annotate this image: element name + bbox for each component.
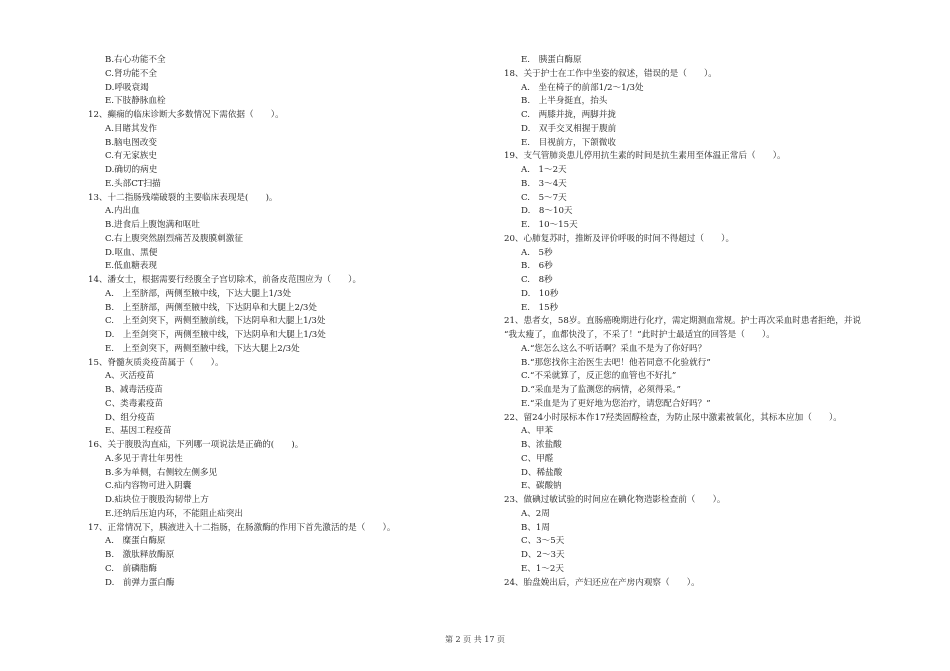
answer-option: A.目睹其发作 [105,123,157,134]
answer-option: A. 1～2天 [521,165,567,175]
page-footer: 第 2 页 共 17 页 [445,635,505,644]
answer-option: D.疝块位于腹股沟韧带上方 [105,495,209,505]
answer-option: B.“那您找你主治医生去吧！他若同意不化验就行” [521,357,711,368]
answer-option: A. 坐在椅子的前部1/2～1/3处 [521,82,644,93]
answer-option: D. 前弹力蛋白酶 [105,577,175,588]
answer-option: A、灭活疫苗 [105,371,155,382]
answer-option: A. 5秒 [521,247,553,258]
answer-option: E. 10～15天 [521,220,578,230]
answer-option: E. 胰蛋白酶原 [521,55,582,65]
question-stem: 19、支气管肺炎患儿停用抗生素的时间是抗生素用至体温正常后（ ）。 [504,151,786,162]
answer-option: D. 双手交叉相握于腹前 [521,123,617,134]
answer-option: D、组分疫苗 [105,412,155,423]
answer-option: C.右上腹突然剧烈痛苦及腹膜刺激征 [105,233,243,244]
answer-option: C、3～5天 [521,536,565,547]
answer-option: B.脑电图改变 [105,137,158,148]
answer-option: E.头部CT扫描 [105,178,161,189]
answer-option: A.内出血 [105,206,140,217]
question-stem-continued: “我太瘦了，血都快没了，不采了！”此时护士最适宜的回答是（ ）。 [504,330,775,340]
answer-option: C. 两膝并拢，两脚并拢 [521,110,616,120]
answer-option: A.多见于青壮年男性 [105,453,183,464]
answer-option: C. 8秒 [521,275,553,285]
answer-option: E. 目视前方，下颌微收 [521,137,616,148]
question-stem: 14、潘女士，根据需要行经腹全子宫切除术，前备皮范围应为（ ）。 [88,275,362,285]
question-stem: 23、做碘过敏试验的时间应在碘化物造影检查前（ ）。 [504,495,726,505]
answer-option: B.多为单侧，右侧较左侧多见 [105,467,218,478]
answer-option: C.有无家族史 [105,151,157,162]
question-stem: 20、心肺复苏时，推断及评价呼吸的时间不得超过（ ）。 [504,233,735,244]
answer-option: D. 10秒 [521,288,559,299]
question-stem: 12、癫痫的临床诊断大多数情况下需依据（ ）。 [88,110,284,120]
answer-option: B. 上至脐部，两侧至腋中线，下达阴阜和大腿上2/3处 [105,302,317,313]
answer-option: B、减毒活疫苗 [105,385,163,395]
answer-option: D.确切的病史 [105,165,158,175]
answer-option: A. 糜蛋白酶原 [105,536,166,547]
question-stem: 17、正常情况下，胰液进入十二指肠，在肠激酶的作用下首先激活的是（ ）。 [88,522,396,533]
answer-option: E.下肢静脉血栓 [105,96,166,107]
question-stem: 21、患者女，58岁。直肠癌晚期进行化疗，需定期测血常规。护士再次采血时患者拒绝，并说 [504,316,862,327]
answer-option: C.肾功能不全 [105,68,157,79]
answer-option: E、基因工程疫苗 [105,426,172,437]
answer-option: C.“不采就算了，反正您的血管也不好扎” [521,371,677,382]
answer-option: A.“您怎么这么不听话啊？采血不是为了你好吗？ [521,343,707,354]
answer-option: B、1周 [521,522,550,533]
answer-option: D. 8～10天 [521,206,573,217]
answer-option: B、浓盐酸 [521,440,562,450]
answer-option: D. 上至剑突下，两侧至腋中线，下达阴阜和大腿上1/3处 [105,330,326,340]
answer-option: E、1～2天 [521,563,564,574]
answer-option: C. 前磷脂酶 [105,563,157,574]
answer-option: E.还纳后压迫内环，不能阻止疝突出 [105,508,243,519]
right-column [504,54,914,590]
answer-option: E.“采血是为了更好地为您治疗，请您配合好吗？” [521,398,711,409]
answer-option: B. 激肽释放酶原 [105,550,175,560]
answer-option: C. 5～7天 [521,192,567,203]
answer-option: C. 上至剑突下，两侧至腋前线，下达阴阜和大腿上1/3处 [105,316,326,327]
answer-option: B.进食后上腹饱满和呕吐 [105,220,200,230]
answer-option: E.低血糖表现 [105,261,157,272]
answer-option: C、甲醛 [521,453,554,464]
question-stem: 13、十二指肠残端破裂的主要临床表现是( )。 [88,192,278,203]
left-column [88,54,498,590]
answer-option: B.右心功能不全 [105,55,166,65]
answer-option: A. 上至脐部，两侧至腋中线，下达大腿上1/3处 [105,288,292,299]
answer-option: C.疝内容物可进入阴囊 [105,481,192,492]
answer-option: C、类毒素疫苗 [105,398,164,409]
answer-option: D.呼吸衰竭 [105,82,149,93]
question-stem: 24、胎盘娩出后，产妇还应在产房内观察（ ）。 [504,577,700,588]
answer-option: B. 3～4天 [521,178,567,189]
answer-option: A、2周 [521,508,550,519]
question-stem: 16、关于腹股沟直疝，下列哪一项说法是正确的( )。 [88,440,304,450]
answer-option: E、碳酸钠 [521,481,562,492]
answer-option: B. 上半身挺直，抬头 [521,96,608,107]
answer-option: D、2～3天 [521,550,565,560]
answer-option: E. 上至剑突下，两侧至腋中线，下达大腿上2/3处 [105,343,300,354]
question-stem: 15、脊髓灰质炎疫苗属于（ ）。 [88,357,224,368]
answer-option: B. 6秒 [521,261,553,272]
answer-option: D.呕血、黑便 [105,247,158,258]
answer-option: E. 15秒 [521,302,559,313]
question-stem: 18、关于护士在工作中坐姿的叙述，错误的是（ ）。 [504,68,717,79]
answer-option: D、稀盐酸 [521,467,563,478]
answer-option: A、甲苯 [521,426,553,437]
question-stem: 22、留24小时尿标本作17羟类固醇检查，为防止尿中激素被氧化，其标本应加（ ）。 [504,412,842,423]
answer-option: D.“采血是为了监测您的病情，必须得采。” [521,385,681,395]
